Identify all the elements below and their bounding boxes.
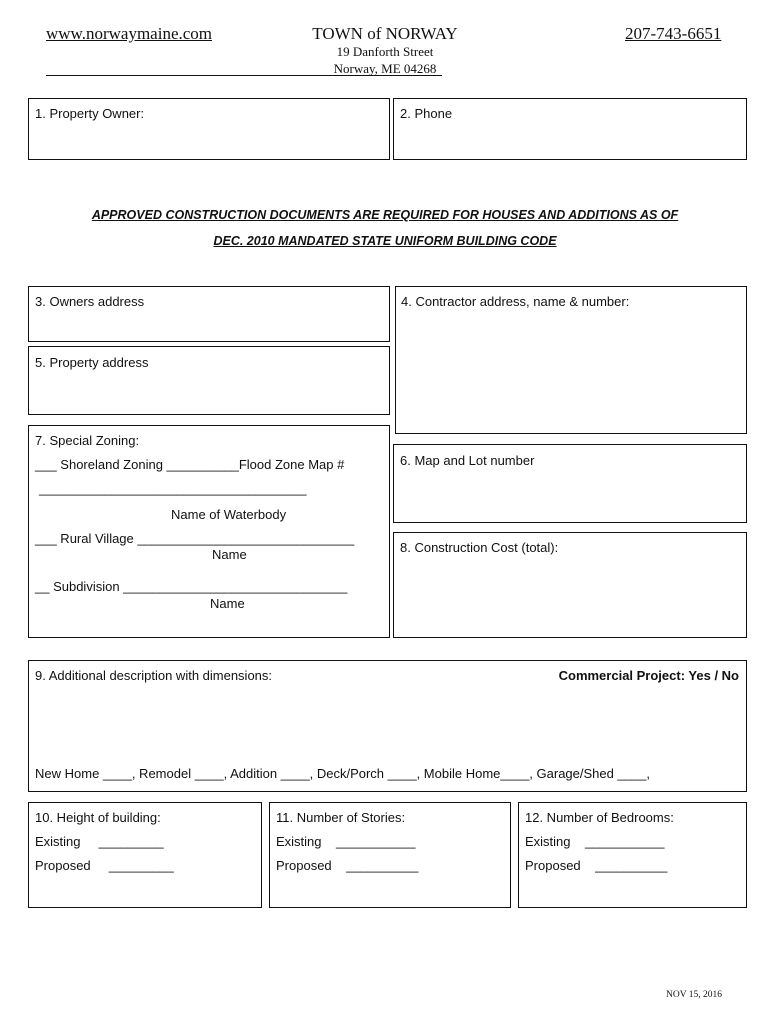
contractor-box[interactable] — [395, 286, 747, 434]
property-address-box[interactable] — [28, 346, 390, 415]
footer-date: NOV 15, 2016 — [666, 990, 723, 1000]
project-type-line: New Home ____, Remodel ____, Addition ____, Deck/Porch ____, Mobile Home____, Garage/Shed ____, — [35, 766, 650, 781]
property-owner-box[interactable] — [28, 98, 390, 160]
rural-village-line: ___ Rural Village ______________________________ — [35, 531, 355, 546]
special-zoning-box[interactable] — [28, 425, 390, 638]
height-existing: Existing _________ — [35, 834, 164, 849]
commercial-project-label: Commercial Project: Yes / No — [558, 668, 739, 683]
subdivision-name-label: Name — [210, 596, 245, 611]
property-owner-label: 1. Property Owner: — [35, 106, 145, 121]
map-lot-box[interactable] — [393, 444, 747, 523]
phone-label: 2. Phone — [400, 106, 453, 121]
website-link[interactable]: www.norwaymaine.com — [46, 24, 213, 43]
phone-box[interactable] — [393, 98, 747, 160]
construction-cost-label: 8. Construction Cost (total): — [400, 540, 559, 555]
bedrooms-proposed: Proposed __________ — [525, 858, 668, 873]
notice-line-1: APPROVED CONSTRUCTION DOCUMENTS ARE REQUIRED FOR HOUSES AND ADDITIONS AS OF — [91, 208, 679, 222]
header-phone: 207-743-6651 — [625, 24, 722, 43]
bedrooms-label: 12. Number of Bedrooms: — [525, 810, 674, 825]
stories-label: 11. Number of Stories: — [276, 810, 406, 825]
contractor-label: 4. Contractor address, name & number: — [401, 294, 630, 309]
height-label: 10. Height of building: — [35, 810, 161, 825]
street-address: 19 Danforth Street — [336, 44, 434, 59]
additional-description-box[interactable] — [28, 660, 747, 792]
additional-description-label: 9. Additional description with dimensions: — [35, 668, 273, 683]
height-box[interactable] — [28, 802, 262, 908]
notice-line-2: DEC. 2010 MANDATED STATE UNIFORM BUILDING CODE — [213, 234, 557, 248]
height-proposed: Proposed _________ — [35, 858, 174, 873]
stories-existing: Existing ___________ — [276, 834, 416, 849]
bedrooms-existing: Existing ___________ — [525, 834, 665, 849]
waterbody-line: _____________________________________ — [39, 481, 307, 496]
rural-village-name-label: Name — [212, 547, 247, 562]
waterbody-label: Name of Waterbody — [171, 507, 287, 522]
stories-proposed: Proposed __________ — [276, 858, 419, 873]
town-title: TOWN of NORWAY — [312, 24, 458, 43]
subdivision-line: __ Subdivision _______________________________ — [35, 579, 348, 594]
stories-box[interactable] — [269, 802, 511, 908]
map-lot-label: 6. Map and Lot number — [400, 453, 535, 468]
owners-address-box[interactable] — [28, 286, 390, 342]
bedrooms-box[interactable] — [518, 802, 747, 908]
property-address-label: 5. Property address — [35, 355, 149, 370]
special-zoning-label: 7. Special Zoning: — [35, 433, 140, 448]
city-address: Norway, ME 04268 — [333, 61, 437, 76]
shoreland-zoning-line: ___ Shoreland Zoning __________Flood Zone Map # — [35, 457, 345, 472]
owners-address-label: 3. Owners address — [35, 294, 145, 309]
construction-cost-box[interactable] — [393, 532, 747, 638]
